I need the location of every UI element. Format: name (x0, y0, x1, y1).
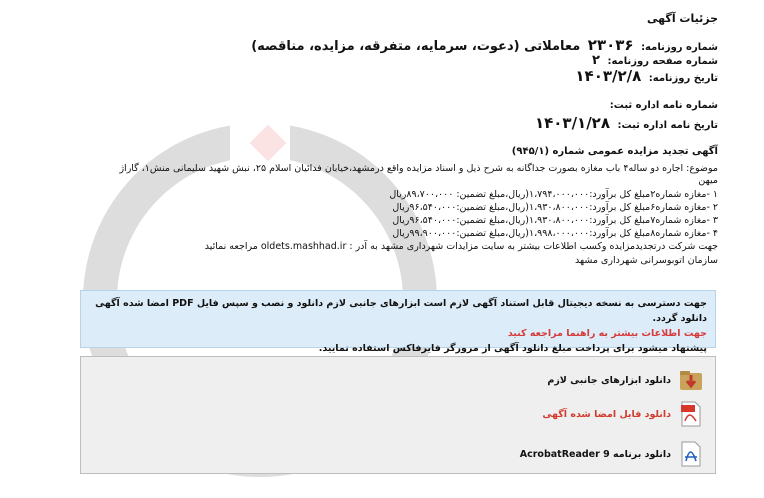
reg-number-label: شماره نامه اداره ثبت: (609, 100, 718, 111)
acrobat-reader-icon (679, 441, 703, 467)
daily-number-value: ۲۳۰۳۶ (587, 36, 634, 54)
download-signed-pdf-button[interactable] (542, 401, 703, 427)
download-tools-label: دانلود ابزارهای جانبی لازم (547, 374, 671, 386)
date-row (575, 67, 718, 85)
download-tools-button[interactable] (547, 367, 703, 393)
page-number-row (592, 53, 718, 68)
reg-date-value: ۱۴۰۳/۱/۲۸ (534, 114, 610, 132)
notice-item-3: ۳ -مغازه شماره۷مبلغ کل برآورد:۱،۹۳۰،۸۰۰،۰۰۰(ریال،مبلغ تضمین:۹۶،۵۴۰،۰۰۰ریال (392, 215, 718, 226)
help-link[interactable]: جهت اطلاعات بیشتر به راهنما مراجعه کنید (507, 328, 707, 339)
notice-item-1: ۱ -مغازه شماره۲مبلغ کل برآورد:۱،۷۹۴،۰۰۰،۰۰۰(ریال،مبلغ تضمین: ۸۹،۷۰۰،۰۰۰ریال (389, 189, 718, 200)
notice-item-4: ۴ -مغازه شماره۸مبلغ کل برآورد:۱،۹۹۸،۰۰۰،۰۰۰(ریال،مبلغ تضمین:۹۹،۹۰۰،۰۰۰ریال (392, 228, 718, 239)
date-value: ۱۴۰۳/۲/۸ (575, 67, 642, 85)
download-folder-icon (679, 367, 703, 393)
download-acrobat-label: دانلود برنامه AcrobatReader 9 (519, 448, 671, 460)
notice-title: آگهی تجدید مزایده عمومی شماره (۹۴۵/۱) (511, 146, 718, 157)
notice-info-line: جهت شرکت درتجدیدمزایده وکسب اطلاعات بیشتر به سایت مزایدات شهرداری مشهد به آدر : oldets.mashhad.ir مراجعه نمائید (204, 241, 718, 252)
downloads-panel (80, 356, 716, 474)
page-number-value: ۲ (592, 53, 600, 68)
category-value: معاملاتی (دعوت، سرمایه، متفرقه، مزایده، مناقصه) (251, 39, 581, 54)
notice-item-2: ۲ -مغازه شماره۶مبلغ کل برآورد:۱،۹۳۰،۸۰۰،۰۰۰(ریال،مبلغ تضمین:۹۶،۵۴۰،۰۰۰ریال (392, 202, 718, 213)
download-acrobat-button[interactable] (520, 441, 703, 467)
pdf-file-icon (679, 401, 703, 427)
reg-date-row (535, 114, 718, 132)
info-line-3: پیشنهاد میشود برای پرداخت مبلغ دانلود آگهی از مرورگر فایرفاکس استفاده نمایید. (318, 343, 707, 354)
notice-line-2: میهن (698, 175, 718, 186)
daily-number-label: شماره روزنامه: (641, 42, 718, 53)
info-box (80, 290, 716, 354)
notice-organization: سازمان اتوبوسرانی شهرداری مشهد (574, 255, 718, 266)
reg-number-row (610, 100, 718, 111)
page-title: جزئیات آگهی (647, 12, 718, 25)
daily-number-row (251, 36, 718, 54)
date-label: تاریخ روزنامه: (648, 73, 718, 84)
info-line-1: جهت دسترسی به نسخه دیجیتال قابل استناد آگهی لازم است ابزارهای جانبی لازم دانلود و نصب و سپس فایل PDF امضا شده آگهی دانلود گردد. (95, 298, 707, 324)
reg-date-label: تاریخ نامه اداره ثبت: (617, 120, 718, 131)
page-number-label: شماره صفحه روزنامه: (607, 56, 718, 67)
notice-line-1: موضوع: اجاره دو ساله۴ باب مغازه بصورت جداگانه به شرح ذیل و اسناد مزایده واقع درمشهد،خیابان فدائیان اسلام ۲۵، نبش شهید سلیمانی منش۱، گاراژ (119, 163, 718, 174)
download-signed-pdf-label: دانلود فایل امضا شده آگهی (542, 408, 671, 420)
